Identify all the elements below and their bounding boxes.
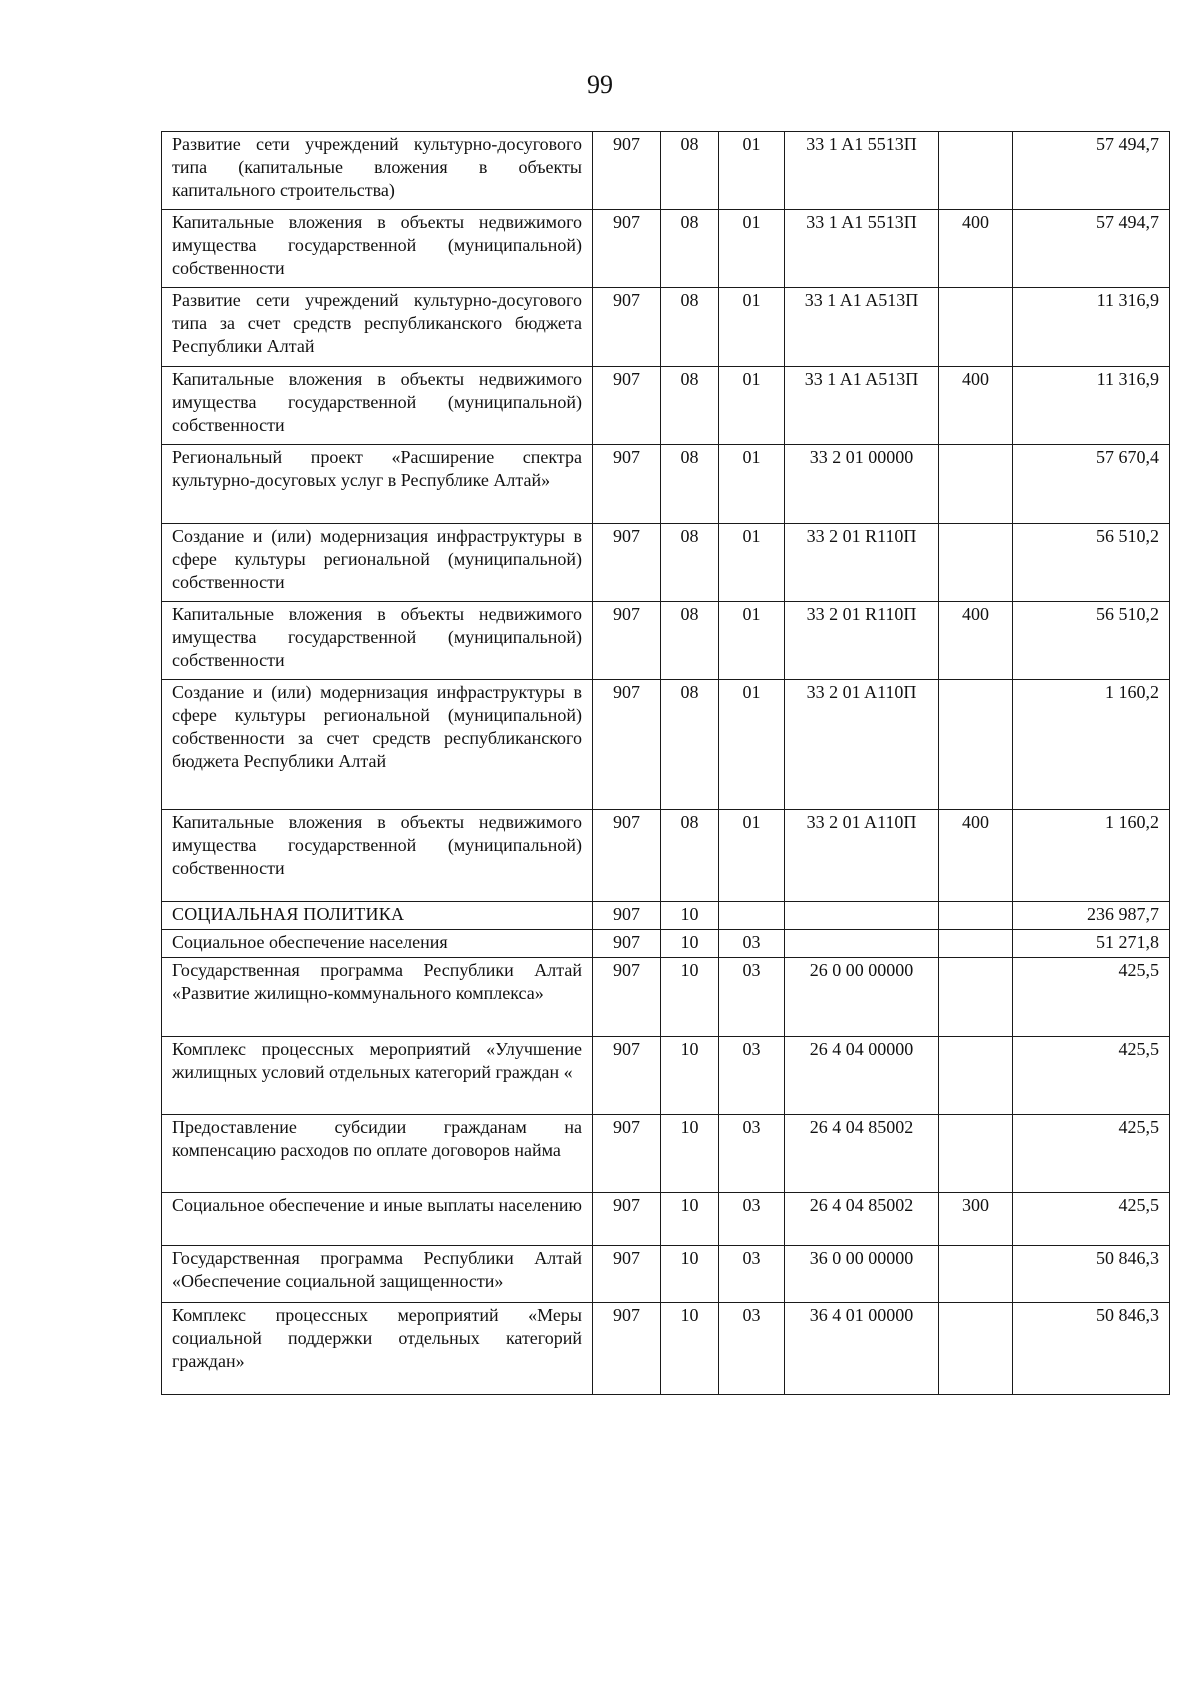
expense-type-code-cell xyxy=(939,1037,1013,1115)
subsection-code-cell: 03 xyxy=(719,1246,785,1303)
section-code-cell: 08 xyxy=(661,445,719,524)
expense-type-code-cell: 400 xyxy=(939,210,1013,288)
amount-cell: 425,5 xyxy=(1013,1115,1170,1193)
subsection-code-cell: 01 xyxy=(719,210,785,288)
expense-type-code-cell: 300 xyxy=(939,1193,1013,1246)
expense-type-code-cell xyxy=(939,524,1013,602)
table-row xyxy=(162,680,1170,810)
expense-name-cell: Комплекс процессных мероприятий «Улучшение жилищных условий отдельных категорий граждан « xyxy=(162,1037,593,1115)
expense-name-cell: Комплекс процессных мероприятий «Меры социальной поддержки отдельных категорий граждан» xyxy=(162,1303,593,1395)
table-row xyxy=(162,132,1170,210)
section-code-cell: 10 xyxy=(661,1246,719,1303)
section-code-cell: 08 xyxy=(661,680,719,810)
target-article-code-cell: 26 4 04 85002 xyxy=(785,1193,939,1246)
expense-type-code-cell xyxy=(939,958,1013,1037)
department-code-cell: 907 xyxy=(593,958,661,1037)
target-article-code-cell: 33 1 A1 5513П xyxy=(785,132,939,210)
target-article-code-cell: 33 2 01 A110П xyxy=(785,680,939,810)
table-row xyxy=(162,1246,1170,1303)
expense-name-cell: Социальное обеспечение и иные выплаты населению xyxy=(162,1193,593,1246)
table-row xyxy=(162,288,1170,367)
expense-type-code-cell: 400 xyxy=(939,602,1013,680)
department-code-cell: 907 xyxy=(593,602,661,680)
subsection-code-cell: 03 xyxy=(719,1303,785,1395)
subsection-code-cell: 01 xyxy=(719,680,785,810)
subsection-code-cell: 01 xyxy=(719,132,785,210)
expense-name-cell: Предоставление субсидии гражданам на компенсацию расходов по оплате договоров найма xyxy=(162,1115,593,1193)
table-row xyxy=(162,1303,1170,1395)
expense-type-code-cell xyxy=(939,1115,1013,1193)
amount-cell: 236 987,7 xyxy=(1013,902,1170,930)
subsection-code-cell xyxy=(719,902,785,930)
expense-name-cell: Капитальные вложения в объекты недвижимого имущества государственной (муниципальной) собственности xyxy=(162,210,593,288)
expense-type-code-cell: 400 xyxy=(939,810,1013,902)
page-number: 99 xyxy=(587,70,613,99)
target-article-code-cell: 33 1 A1 A513П xyxy=(785,288,939,367)
section-code-cell: 10 xyxy=(661,958,719,1037)
expense-type-code-cell xyxy=(939,930,1013,958)
table-row xyxy=(162,810,1170,902)
subsection-code-cell: 01 xyxy=(719,445,785,524)
department-code-cell: 907 xyxy=(593,132,661,210)
section-code-cell: 10 xyxy=(661,1115,719,1193)
department-code-cell: 907 xyxy=(593,210,661,288)
expense-name-cell: Государственная программа Республики Алтай «Развитие жилищно-коммунального комплекса» xyxy=(162,958,593,1037)
department-code-cell: 907 xyxy=(593,445,661,524)
expense-type-code-cell xyxy=(939,680,1013,810)
table-row xyxy=(162,602,1170,680)
target-article-code-cell xyxy=(785,930,939,958)
subsection-code-cell: 01 xyxy=(719,288,785,367)
expense-name-cell: Создание и (или) модернизация инфраструктуры в сфере культуры региональной (муниципальной) собственности за счет средств республиканского бюджета Республики Алтай xyxy=(162,680,593,810)
expense-type-code-cell xyxy=(939,132,1013,210)
amount-cell: 57 670,4 xyxy=(1013,445,1170,524)
target-article-code-cell xyxy=(785,902,939,930)
table-row xyxy=(162,1037,1170,1115)
subsection-code-cell: 01 xyxy=(719,367,785,445)
expense-type-code-cell: 400 xyxy=(939,367,1013,445)
table-row xyxy=(162,902,1170,930)
table-row xyxy=(162,930,1170,958)
target-article-code-cell: 36 0 00 00000 xyxy=(785,1246,939,1303)
department-code-cell: 907 xyxy=(593,1193,661,1246)
department-code-cell: 907 xyxy=(593,524,661,602)
amount-cell: 57 494,7 xyxy=(1013,210,1170,288)
subsection-code-cell: 01 xyxy=(719,602,785,680)
expense-type-code-cell xyxy=(939,1246,1013,1303)
section-code-cell: 10 xyxy=(661,1193,719,1246)
amount-cell: 425,5 xyxy=(1013,1037,1170,1115)
section-code-cell: 10 xyxy=(661,1303,719,1395)
section-code-cell: 08 xyxy=(661,132,719,210)
expense-name-cell: Региональный проект «Расширение спектра культурно-досуговых услуг в Республике Алтай» xyxy=(162,445,593,524)
target-article-code-cell: 26 4 04 00000 xyxy=(785,1037,939,1115)
amount-cell: 11 316,9 xyxy=(1013,288,1170,367)
department-code-cell: 907 xyxy=(593,680,661,810)
department-code-cell: 907 xyxy=(593,1115,661,1193)
department-code-cell: 907 xyxy=(593,1303,661,1395)
table-row xyxy=(162,958,1170,1037)
expense-name-cell: Социальное обеспечение населения xyxy=(162,930,593,958)
expense-type-code-cell xyxy=(939,902,1013,930)
department-code-cell: 907 xyxy=(593,902,661,930)
amount-cell: 51 271,8 xyxy=(1013,930,1170,958)
department-code-cell: 907 xyxy=(593,367,661,445)
table-row xyxy=(162,1193,1170,1246)
amount-cell: 425,5 xyxy=(1013,958,1170,1037)
target-article-code-cell: 33 2 01 00000 xyxy=(785,445,939,524)
table-row xyxy=(162,524,1170,602)
amount-cell: 11 316,9 xyxy=(1013,367,1170,445)
department-code-cell: 907 xyxy=(593,810,661,902)
target-article-code-cell: 26 4 04 85002 xyxy=(785,1115,939,1193)
expense-name-cell: Создание и (или) модернизация инфраструктуры в сфере культуры региональной (муниципальной) собственности xyxy=(162,524,593,602)
expense-name-cell: Капитальные вложения в объекты недвижимого имущества государственной (муниципальной) собственности xyxy=(162,810,593,902)
expense-name-cell: Государственная программа Республики Алтай «Обеспечение социальной защищенности» xyxy=(162,1246,593,1303)
section-code-cell: 08 xyxy=(661,288,719,367)
department-code-cell: 907 xyxy=(593,288,661,367)
amount-cell: 56 510,2 xyxy=(1013,524,1170,602)
subsection-code-cell: 03 xyxy=(719,1193,785,1246)
section-code-cell: 08 xyxy=(661,524,719,602)
amount-cell: 50 846,3 xyxy=(1013,1246,1170,1303)
expense-name-cell: Развитие сети учреждений культурно-досугового типа за счет средств республиканского бюджета Республики Алтай xyxy=(162,288,593,367)
section-code-cell: 08 xyxy=(661,810,719,902)
section-code-cell: 08 xyxy=(661,367,719,445)
target-article-code-cell: 33 2 01 A110П xyxy=(785,810,939,902)
target-article-code-cell: 26 0 00 00000 xyxy=(785,958,939,1037)
amount-cell: 425,5 xyxy=(1013,1193,1170,1246)
expense-name-cell: СОЦИАЛЬНАЯ ПОЛИТИКА xyxy=(162,902,593,930)
subsection-code-cell: 03 xyxy=(719,1115,785,1193)
table-row xyxy=(162,445,1170,524)
target-article-code-cell: 36 4 01 00000 xyxy=(785,1303,939,1395)
expense-type-code-cell xyxy=(939,288,1013,367)
expense-name-cell: Развитие сети учреждений культурно-досугового типа (капитальные вложения в объекты капитального строительства) xyxy=(162,132,593,210)
subsection-code-cell: 03 xyxy=(719,930,785,958)
department-code-cell: 907 xyxy=(593,1037,661,1115)
subsection-code-cell: 01 xyxy=(719,524,785,602)
section-code-cell: 10 xyxy=(661,1037,719,1115)
expense-name-cell: Капитальные вложения в объекты недвижимого имущества государственной (муниципальной) собственности xyxy=(162,367,593,445)
subsection-code-cell: 03 xyxy=(719,1037,785,1115)
subsection-code-cell: 03 xyxy=(719,958,785,1037)
department-code-cell: 907 xyxy=(593,1246,661,1303)
department-code-cell: 907 xyxy=(593,930,661,958)
budget-table-body xyxy=(162,132,1170,1395)
amount-cell: 1 160,2 xyxy=(1013,810,1170,902)
amount-cell: 1 160,2 xyxy=(1013,680,1170,810)
expense-type-code-cell xyxy=(939,1303,1013,1395)
target-article-code-cell: 33 1 A1 5513П xyxy=(785,210,939,288)
amount-cell: 50 846,3 xyxy=(1013,1303,1170,1395)
amount-cell: 56 510,2 xyxy=(1013,602,1170,680)
target-article-code-cell: 33 2 01 R110П xyxy=(785,524,939,602)
expense-type-code-cell xyxy=(939,445,1013,524)
target-article-code-cell: 33 2 01 R110П xyxy=(785,602,939,680)
section-code-cell: 08 xyxy=(661,602,719,680)
table-row xyxy=(162,367,1170,445)
section-code-cell: 08 xyxy=(661,210,719,288)
table-row xyxy=(162,1115,1170,1193)
section-code-cell: 10 xyxy=(661,902,719,930)
table-row xyxy=(162,210,1170,288)
target-article-code-cell: 33 1 A1 A513П xyxy=(785,367,939,445)
expense-name-cell: Капитальные вложения в объекты недвижимого имущества государственной (муниципальной) собственности xyxy=(162,602,593,680)
section-code-cell: 10 xyxy=(661,930,719,958)
budget-table xyxy=(161,131,1170,1395)
amount-cell: 57 494,7 xyxy=(1013,132,1170,210)
subsection-code-cell: 01 xyxy=(719,810,785,902)
